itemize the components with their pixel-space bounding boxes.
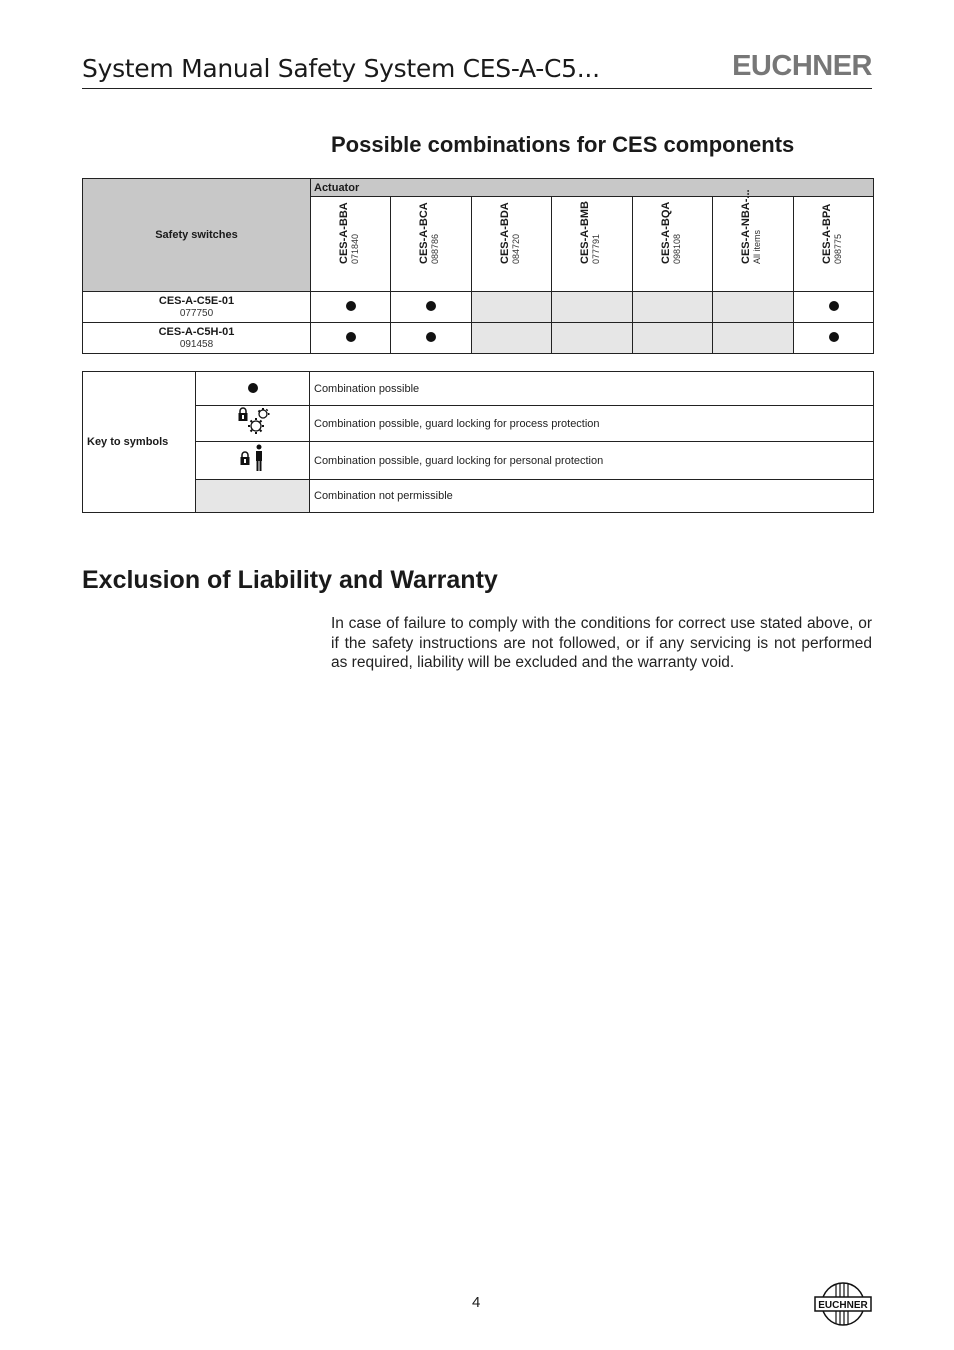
filled-circle-icon [426, 301, 436, 311]
key-to-symbols-label: Key to symbols [83, 372, 196, 513]
combination-not-permissible-cell [633, 292, 713, 323]
actuator-order-number: 088786 [430, 233, 440, 264]
actuator-order-number: All items [752, 229, 762, 264]
section-title: Possible combinations for CES components [331, 132, 795, 157]
filled-circle-icon [829, 332, 839, 342]
combination-not-permissible-cell [713, 323, 794, 354]
actuator-column-header [472, 197, 552, 292]
key-symbol-not-permissible [196, 480, 310, 513]
actuator-order-number: 084720 [510, 233, 521, 264]
combination-table [82, 178, 874, 354]
footer-logo-text: EUCHNER [818, 1300, 868, 1311]
combination-possible-cell [311, 292, 391, 323]
actuator-name: CES-A-BQA [659, 201, 672, 264]
actuator-column-header [552, 197, 633, 292]
actuator-name: CES-A-BBA [337, 202, 350, 264]
table-row [83, 323, 874, 354]
actuator-order-number: 098108 [671, 233, 682, 264]
actuator-name: CES-A-BMB [579, 201, 591, 264]
document-title: System Manual Safety System CES-A-C5... [82, 54, 600, 83]
key-description: Combination not permissible [310, 480, 874, 513]
actuator-name: CES-A-NBA-... [740, 189, 752, 264]
combination-possible-cell [391, 323, 472, 354]
safety-switch-name: CES-A-C5E-01 [158, 294, 235, 307]
combination-not-permissible-cell [633, 323, 713, 354]
combination-possible-cell [311, 323, 391, 354]
combination-possible-cell [794, 323, 874, 354]
liability-paragraph: In case of failure to comply with the conditions for correct use stated above, or if the safety instructions are not followed, or if any servicing is not performed as required, liability will be excluded and the warranty void. [331, 615, 872, 671]
combination-not-permissible-cell [552, 323, 633, 354]
filled-circle-icon [829, 301, 839, 311]
actuator-name: CES-A-BDA [498, 202, 511, 264]
actuator-column-header [311, 197, 391, 292]
filled-circle-icon [426, 332, 436, 342]
filled-circle-icon [346, 301, 356, 311]
filled-circle-icon [346, 332, 356, 342]
key-symbol-possible [196, 372, 310, 406]
euchner-logo: EUCHNER [732, 50, 872, 82]
actuator-order-number: 098775 [832, 233, 843, 264]
combination-not-permissible-cell [552, 292, 633, 323]
actuator-column-header [633, 197, 713, 292]
key-symbol-process-protection [196, 406, 310, 442]
safety-switch-label [83, 292, 311, 323]
actuator-column-header [713, 189, 794, 292]
lock-person-icon [238, 443, 268, 473]
actuator-order-number: 071840 [349, 233, 360, 264]
table-row [83, 292, 874, 323]
filled-circle-icon [248, 383, 258, 393]
safety-switch-label [83, 323, 311, 354]
actuator-column-header [391, 197, 472, 292]
safety-switch-order-number: 077750 [179, 307, 214, 319]
key-description: Combination possible, guard locking for process protection [310, 406, 874, 442]
key-description: Combination possible [310, 372, 874, 406]
actuator-order-number: 077791 [591, 233, 601, 264]
safety-switch-name: CES-A-C5H-01 [158, 325, 235, 338]
euchner-footer-logo-icon [814, 1281, 872, 1327]
combination-not-permissible-cell [472, 323, 552, 354]
header-divider [82, 88, 872, 89]
actuator-name: CES-A-BCA [418, 202, 430, 264]
lock-gear-icon [235, 406, 271, 436]
safety-switches-header: Safety switches [83, 179, 311, 292]
combination-possible-cell [794, 292, 874, 323]
actuator-name: CES-A-BPA [820, 203, 833, 264]
actuator-header: Actuator [311, 179, 874, 197]
combination-not-permissible-cell [713, 292, 794, 323]
combination-not-permissible-cell [472, 292, 552, 323]
liability-heading: Exclusion of Liability and Warranty [82, 566, 498, 594]
combination-possible-cell [391, 292, 472, 323]
key-description: Combination possible, guard locking for personal protection [310, 442, 874, 480]
key-symbol-personal-protection [196, 442, 310, 480]
actuator-column-header [794, 197, 874, 292]
safety-switch-order-number: 091458 [179, 338, 214, 350]
page-number: 4 [472, 1294, 481, 1311]
key-to-symbols-table [82, 371, 874, 513]
